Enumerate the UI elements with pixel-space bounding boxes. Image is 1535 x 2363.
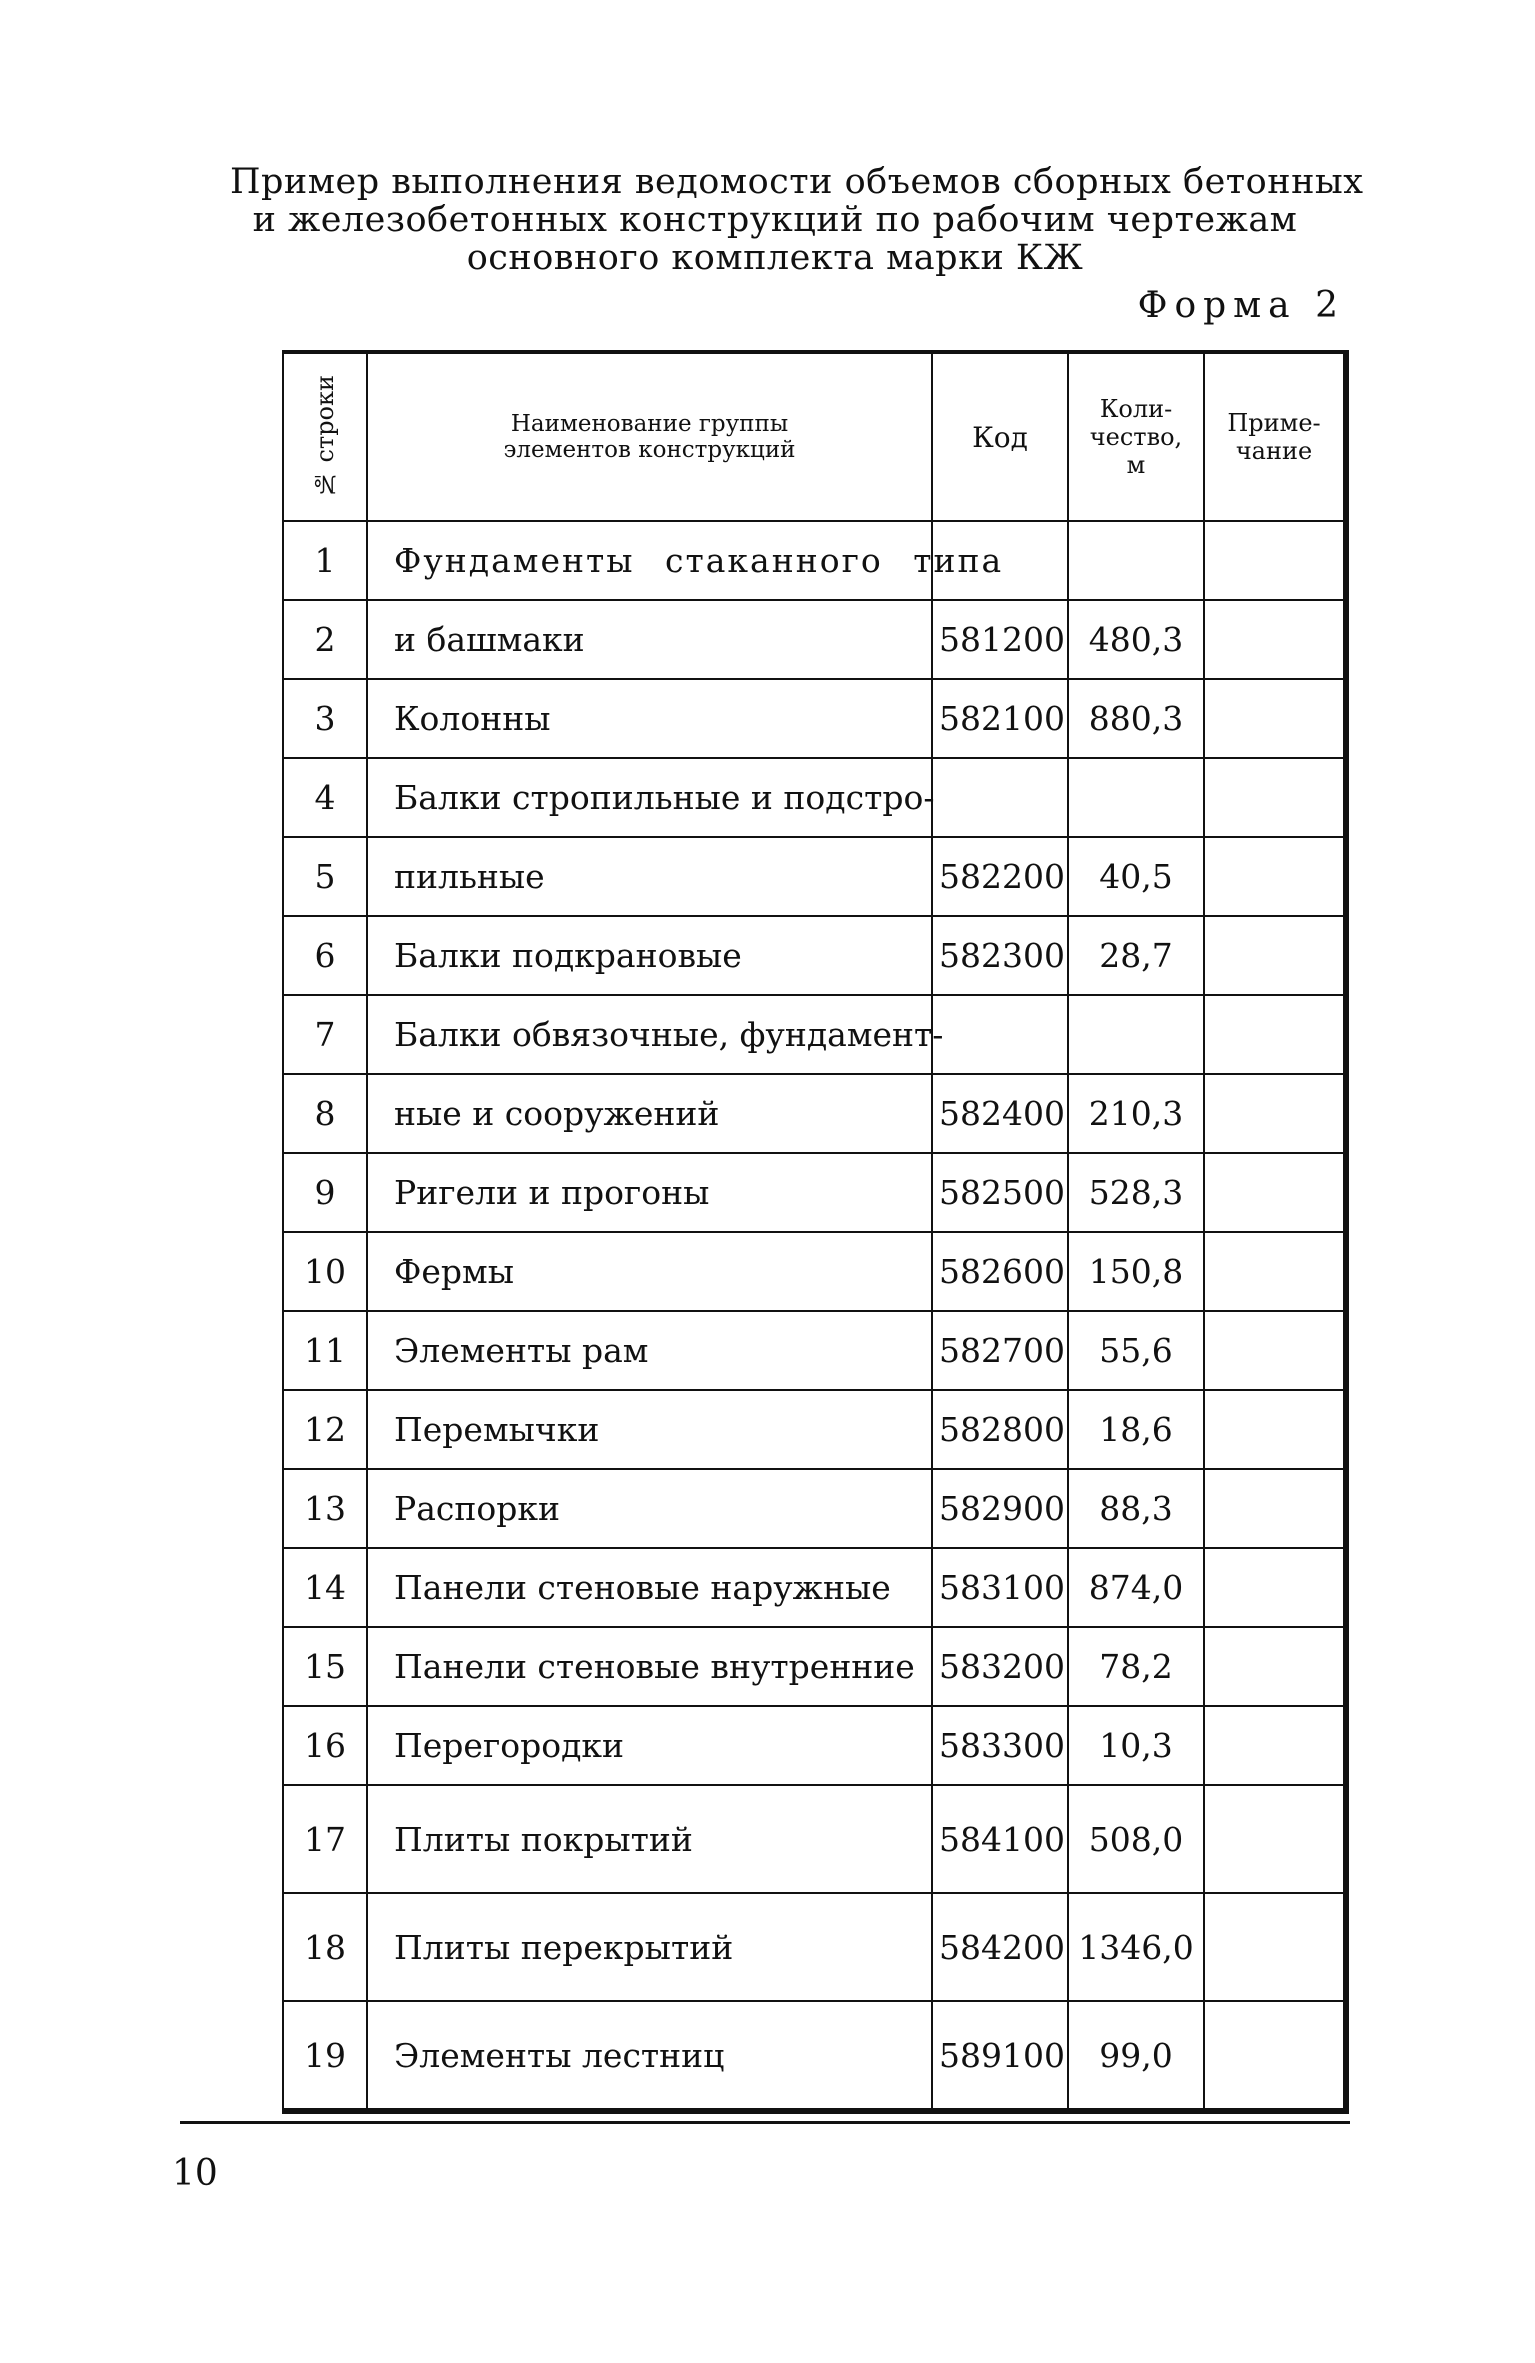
table-row <box>283 1469 1346 1548</box>
row-quantity: 528,3 <box>1068 1153 1204 1232</box>
table-row <box>283 521 1346 600</box>
table-row <box>283 1153 1346 1232</box>
header-note: Приме- чание <box>1204 352 1346 521</box>
row-name: Плиты покрытий <box>367 1785 932 1893</box>
row-number: 8 <box>283 1074 367 1153</box>
row-code <box>932 995 1068 1074</box>
table-header-row <box>283 352 1346 521</box>
row-code: 582100 <box>932 679 1068 758</box>
row-code: 589100 <box>932 2001 1068 2111</box>
row-number: 2 <box>283 600 367 679</box>
row-name: Фундаменты стаканного типа <box>367 521 932 600</box>
table-row <box>283 679 1346 758</box>
row-code: 582600 <box>932 1232 1068 1311</box>
table-row <box>283 837 1346 916</box>
row-note <box>1204 2001 1346 2111</box>
row-quantity <box>1068 758 1204 837</box>
row-number: 6 <box>283 916 367 995</box>
row-code: 583200 <box>932 1627 1068 1706</box>
document-title <box>230 162 1364 278</box>
row-number: 15 <box>283 1627 367 1706</box>
row-note <box>1204 600 1346 679</box>
row-number: 5 <box>283 837 367 916</box>
row-number: 17 <box>283 1785 367 1893</box>
row-note <box>1204 1232 1346 1311</box>
row-number: 11 <box>283 1311 367 1390</box>
row-name: Балки стропильные и подстро- <box>367 758 932 837</box>
row-note <box>1204 1893 1346 2001</box>
row-code: 581200 <box>932 600 1068 679</box>
row-quantity: 210,3 <box>1068 1074 1204 1153</box>
row-note <box>1204 679 1346 758</box>
row-quantity: 88,3 <box>1068 1469 1204 1548</box>
page-number: 10 <box>172 2153 218 2194</box>
row-note <box>1204 1706 1346 1785</box>
row-note <box>1204 995 1346 1074</box>
row-quantity: 40,5 <box>1068 837 1204 916</box>
row-quantity: 480,3 <box>1068 600 1204 679</box>
row-code: 583100 <box>932 1548 1068 1627</box>
title-line-2: и железобетонных конструкций по рабочим чертежам <box>252 200 1298 240</box>
row-note <box>1204 758 1346 837</box>
row-quantity: 1346,0 <box>1068 1893 1204 2001</box>
table-row <box>283 1785 1346 1893</box>
row-code: 584100 <box>932 1785 1068 1893</box>
row-number: 16 <box>283 1706 367 1785</box>
row-number: 4 <box>283 758 367 837</box>
row-name: Перегородки <box>367 1706 932 1785</box>
title-line-1: Пример выполнения ведомости объемов сборных бетонных <box>230 162 1364 202</box>
row-quantity <box>1068 521 1204 600</box>
header-code: Код <box>932 352 1068 521</box>
row-name: Колонны <box>367 679 932 758</box>
row-quantity <box>1068 995 1204 1074</box>
row-name: Фермы <box>367 1232 932 1311</box>
row-code: 582400 <box>932 1074 1068 1153</box>
row-quantity: 28,7 <box>1068 916 1204 995</box>
row-number: 7 <box>283 995 367 1074</box>
row-number: 13 <box>283 1469 367 1548</box>
table-row <box>283 1706 1346 1785</box>
row-code: 584200 <box>932 1893 1068 2001</box>
row-quantity: 55,6 <box>1068 1311 1204 1390</box>
row-quantity: 150,8 <box>1068 1232 1204 1311</box>
row-number: 9 <box>283 1153 367 1232</box>
table-row <box>283 1074 1346 1153</box>
table-row <box>283 1548 1346 1627</box>
row-number: 12 <box>283 1390 367 1469</box>
table-row <box>283 1627 1346 1706</box>
form-label: Форма 2 <box>1137 285 1345 326</box>
row-note <box>1204 1548 1346 1627</box>
row-name: Плиты перекрытий <box>367 1893 932 2001</box>
row-name: пильные <box>367 837 932 916</box>
row-note <box>1204 1074 1346 1153</box>
row-quantity: 880,3 <box>1068 679 1204 758</box>
table-row <box>283 1893 1346 2001</box>
row-code: 582700 <box>932 1311 1068 1390</box>
row-name: ные и сооружений <box>367 1074 932 1153</box>
row-note <box>1204 1153 1346 1232</box>
row-name: Балки обвязочные, фундамент- <box>367 995 932 1074</box>
row-name: Элементы рам <box>367 1311 932 1390</box>
row-number: 14 <box>283 1548 367 1627</box>
row-quantity: 508,0 <box>1068 1785 1204 1893</box>
row-code: 582900 <box>932 1469 1068 1548</box>
row-name: Распорки <box>367 1469 932 1548</box>
bottom-rule <box>180 2121 1350 2124</box>
row-note <box>1204 521 1346 600</box>
row-note <box>1204 1785 1346 1893</box>
row-number: 19 <box>283 2001 367 2111</box>
row-name: Панели стеновые наружные <box>367 1548 932 1627</box>
row-number: 18 <box>283 1893 367 2001</box>
table-row <box>283 1390 1346 1469</box>
row-note <box>1204 1390 1346 1469</box>
row-code <box>932 758 1068 837</box>
row-code: 582800 <box>932 1390 1068 1469</box>
row-number: 1 <box>283 521 367 600</box>
row-quantity: 10,3 <box>1068 1706 1204 1785</box>
header-row-number: № строки <box>283 352 367 521</box>
row-quantity: 18,6 <box>1068 1390 1204 1469</box>
row-code: 582300 <box>932 916 1068 995</box>
row-code: 582200 <box>932 837 1068 916</box>
title-line-3: основного комплекта марки КЖ <box>466 238 1084 278</box>
table-row <box>283 916 1346 995</box>
header-group-name: Наименование группы элементов конструкций <box>367 352 932 521</box>
row-number: 10 <box>283 1232 367 1311</box>
table-row <box>283 758 1346 837</box>
table-row <box>283 1311 1346 1390</box>
row-code: 583300 <box>932 1706 1068 1785</box>
row-quantity: 78,2 <box>1068 1627 1204 1706</box>
table-row <box>283 1232 1346 1311</box>
row-quantity: 874,0 <box>1068 1548 1204 1627</box>
row-name: Балки подкрановые <box>367 916 932 995</box>
table-row <box>283 2001 1346 2111</box>
row-name: и башмаки <box>367 600 932 679</box>
volumes-table <box>282 350 1349 2114</box>
table-row <box>283 600 1346 679</box>
row-name: Элементы лестниц <box>367 2001 932 2111</box>
row-name: Панели стеновые внутренние <box>367 1627 932 1706</box>
row-note <box>1204 1469 1346 1548</box>
row-note <box>1204 1311 1346 1390</box>
row-name: Ригели и прогоны <box>367 1153 932 1232</box>
row-note <box>1204 916 1346 995</box>
row-note <box>1204 1627 1346 1706</box>
row-number: 3 <box>283 679 367 758</box>
row-name: Перемычки <box>367 1390 932 1469</box>
row-note <box>1204 837 1346 916</box>
header-quantity: Коли- чество, м <box>1068 352 1204 521</box>
table-row <box>283 995 1346 1074</box>
row-quantity: 99,0 <box>1068 2001 1204 2111</box>
row-code: 582500 <box>932 1153 1068 1232</box>
